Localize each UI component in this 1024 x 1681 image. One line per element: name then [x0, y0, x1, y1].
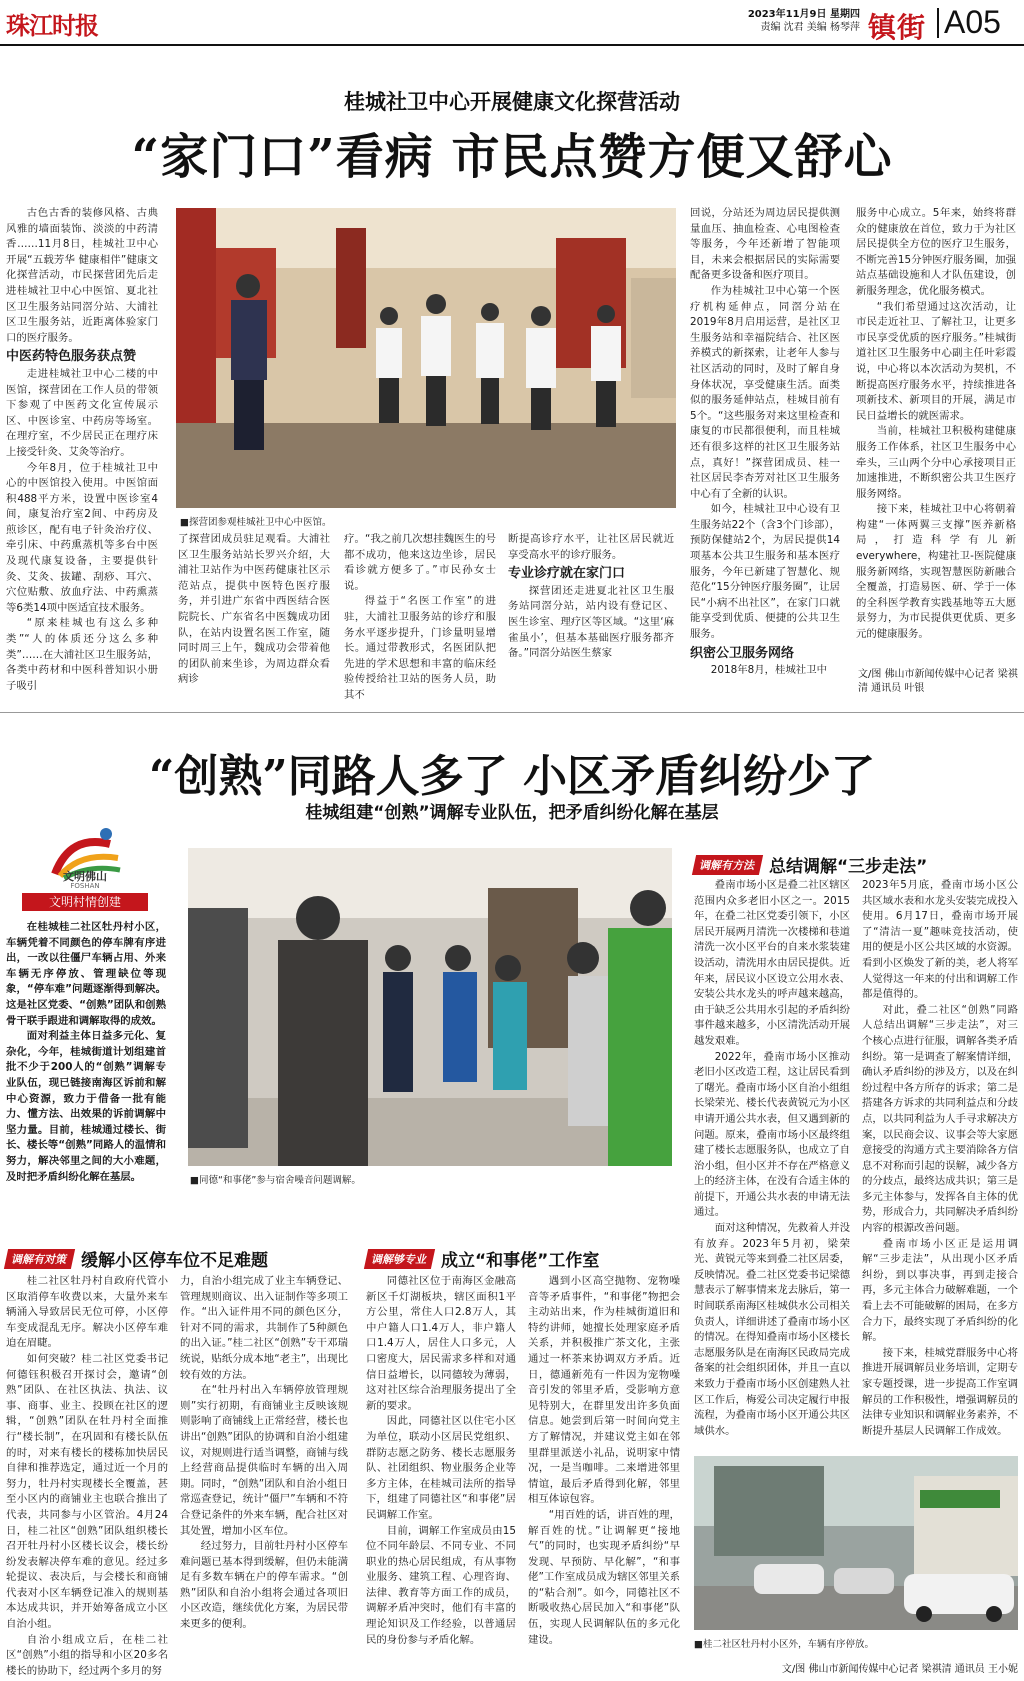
article2-lower-col4 — [528, 1274, 680, 1672]
article1-kicker: 桂城社卫中心开展健康文化探营活动 — [344, 90, 680, 114]
article2-byline: 文/图 佛山市新闻传媒中心记者 梁祺清 通讯员 王小妮 — [781, 1664, 1018, 1675]
article1-para: 断提高诊疗水平，让社区居民就近享受高水平的诊疗服务。 — [508, 533, 674, 561]
article2-lead: 在桂城桂二社区牡丹村小区，车辆凭着不同颜色的停车牌有序进出，一改以往僵尸车辆占用、外来车辆无序停放、管理缺位等现象，“停车难”问题逐渐得到解决。这是社区党委、“创熟”团队和创熟骨干联手跟进和调解取得的成效。 — [6, 921, 166, 1027]
article1-col4 — [508, 532, 674, 694]
article2-para: 如何突破？桂二社区党委书记何德钰积极召开探讨会，邀请“创熟”团队、在社区执法、执法、议事、商事、业主、投顾在社区的逻辑，“创熟”团队在牡丹村全面推行“楼长制”，在巩固和有楼长队伍的时，对来有楼长的楼栋加快居民自律和推荐选定，通过近一个月的努力，牡丹村实现楼长全覆盖，甚至小区内的商铺业主也联合推出了代表，共同参与小区管治。4月24日，桂二社区“创熟”团队组织楼长召开牡丹村小区楼长议会，楼长纷纷发表解决停车难的意见。经过多轮提议、表决后，与会楼长和商铺代表对小区车辆登记准入的规则基本达成共识，并开始筹备成立小区自治小组。 — [6, 1352, 168, 1631]
article2-para: 叠南市场小区正是运用调解“三步走法”，从出现小区矛盾纠纷，到以事决事，再到走接合再，多元主体合力破解难题，一个看上去不可能破解的困局，在多方合力下，最终实现了矛盾纠纷的化解。 — [862, 1237, 1018, 1344]
article2-para: 经过努力，目前牡丹村小区停车难问题已基本得到缓解，但仍未能满足有多数车辆在户的停车需求。“创熟”团队和自治小组将会通过各项旧小区改造，继续优化方案，为居民带来更多的便利。 — [180, 1540, 348, 1631]
section-title-1: 总结调解“三步走法” — [769, 857, 928, 877]
badge-title: 文明佛山 — [63, 870, 107, 883]
article-divider — [0, 712, 1024, 713]
article2-right-col1 — [694, 878, 850, 1444]
article1-para: “我们希望通过这次活动，让市民走近社卫、了解社卫，让更多市民享受优质的医疗服务。”桂城街道社区卫生服务中心副主任叶彩霞说，中心将以本次活动为契机，不断提高医疗服务水平，持续推进各项新技术、新项目的开展，满足市民日益增长的就医需求。 — [856, 300, 1016, 422]
article2-lower-col1 — [6, 1274, 168, 1677]
mediation-photo — [188, 848, 672, 1166]
article2-para: 面对这种情况，先救着人并没有放弃。2023年5月初，梁荣光、黄锐元等来到叠二社区居委，反映情况。叠二社区党委书记梁德慧表示了解事情来龙去脉后，第一时间联系南海区桂城供水公司相关负责人，详细讲述了叠南市场小区的情况。在得知叠南市场小区楼长志愿服务队是在南海区民政局完成备案的社会组织团体，并且一直以来致力于叠南市场小区创建熟人社区工作后，梅爱公司决定履行申报流程，为叠南市场小区开通公共区域供水。 — [694, 1222, 850, 1437]
article1-col5 — [690, 206, 840, 694]
section-title-2: 缓解小区停车位不足难题 — [81, 1251, 268, 1271]
masthead-rule — [0, 44, 1024, 46]
article1-col1 — [6, 206, 158, 694]
badge-subtitle: FOSHAN — [70, 882, 100, 890]
article1-col3 — [344, 532, 496, 701]
mediation-photo-caption: ■同德“和事佬”参与宿舍噪音问题调解。 — [190, 1175, 361, 1186]
article1-para: “原来桂城也有这么多种类”“人的体质还分这么多种类”……在大浦社区卫生服务站，各类中药材和中医科普知识小册子吸引 — [6, 617, 158, 692]
article1-subhead-3: 织密公卫服务网络 — [690, 645, 795, 661]
article2-para: 在“牡丹村出入车辆停放管理规则”实行初期，有商铺业主反映该规则影响了商铺线上正常经营，楼长也讲出“创熟”团队的协调和自治小组建议，对规则进行适当调整，商铺与线上经营商品提供临时车辆的出入周期。同时，“创熟”团队和自治小组日常巡查登记，统计“僵尸”车辆和不符合登记条件的外来车辆，配合社区对其处置，增加小区车位。 — [180, 1384, 348, 1537]
article1-para: 如今，桂城社卫中心设有卫生服务站22个（含3个门诊部），预防保健站2个，为居民提供14项基本公共卫生服务和基本医疗服务，今年已新建了智慧化、规范化“15分钟医疗服务圈”，让居民“小病不出社区”，在家门口就能享受到优质、便捷的公共卫生服务。 — [690, 503, 840, 641]
article2-para: 叠南市场小区是叠二社区辖区范围内众多老旧小区之一。2015年，在叠二社区党委引领下，小区居民开展两月清洗一次楼梯和巷道清洗一次小区平台的自来水浆装建设活动，清洗用水由居民提供。近年来，居民议小区设立公用水表、安装公共水龙头的呼声越来越高，由于缺乏公共用水引起的矛盾纠纷事件越来越多，小区清洗活动开展越发艰难。 — [694, 879, 850, 1047]
article2-lead: 面对利益主体日益多元化、复杂化，今年，桂城街道计划组建首批不少于200人的“创熟”调解专业队伍，现已链接南海区诉前和解中心资源，致力于借备一批有能力、懂方法、出效果的诉前调解中坚力量。目前，桂城通过楼长、街长、楼长等“创熟”同路人的温情和努力，解决邻里之间的大小难题，及时把矛盾纠纷化解在基层。 — [6, 1030, 166, 1183]
article1-para: 了探营团成员驻足观看。大浦社区卫生服务站站长罗兴介绍，大浦社卫站作为中医药健康社区示范站点，提供中医特色医疗服务，并引进广东省中西医结合医院院长、广东省名中医魏成功团队，在站内设置名医工作室，随同时周三上午，魏成功会带着他的团队前来坐诊，为周边群众看病诊 — [178, 533, 330, 686]
article1-para: 今年8月，位于桂城社卫中心的中医馆投入使用。中医馆面积488平方米，设置中医诊室4间，康复治疗室2间、中药房及煎诊区，配有电子针灸治疗仪、牵引床、中药熏蒸机等多台中医及现代康复设备，主要提供针灸、艾灸、拔罐、刮痧、耳穴、穴位贴敷、放血疗法、中药熏蒸等6类14项中医适宜技术服务。 — [6, 461, 158, 614]
newspaper-logo: 珠江时报 — [6, 11, 98, 40]
section-tag-2: 调解有对策 — [4, 1249, 75, 1269]
article1-para: 回说，分站还为周边居民提供测量血压、抽血检查、心电图检查等服务，今年还新增了智能项目，未来会根据居民的实际需要配备更多设备和医疗项目。 — [690, 207, 840, 282]
article1-para: 走进桂城社卫中心二楼的中医馆，探营团在工作人员的带领下参观了中医药文化宣传展示区、中医诊室、中药房等场室。在理疗室，不少居民正在理疗床上接受针灸、艾灸等治疗。 — [6, 367, 158, 458]
article2-para: 对此，叠二社区“创熟”同路人总结出调解“三步走法”，对三个核心点进行征服，调解各类矛盾纠纷。第一是调查了解案情详细，确认矛盾纠纷的涉及方，以及在纠纷过程中各方所存的诉求；第二是搭建各方诉求的共同利益点和分歧点，以共同利益为人手寻求解决方案，以民商会议、议事会等大家愿意接受的沟通方式主要消除各方信息不对称而引起的误解，减少各方的分歧点，最终达成共识；第三是多元主体参与，发挥各自主体的优势，形成合力，共同解决矛盾纠纷内容的根源改善问题。 — [862, 1003, 1018, 1235]
article2-lower-col2 — [180, 1274, 348, 1672]
article2-para: 2023年5月底，叠南市场小区公共区域水表和水龙头安装完成投入使用。6月17日，叠南市场开展了“清洁一夏”趣味竞技活动，使用的便是小区公共区域的水资源。看到小区焕发了新的美，老人将军人觉得这一年来的付出和调解工作都是值得的。 — [862, 879, 1018, 1001]
article1-para: 2018年8月，桂城社卫中 — [710, 664, 827, 677]
article1-para: 得益于“名医工作室”的进驻，大浦社卫服务站的诊疗和服务水平逐步提升，门诊量明显增长。通过带教形式，名医团队把先进的学术思想和丰富的临床经验传授给社卫站的医务人员，助其不 — [344, 595, 496, 701]
article1-lead: 古色古香的装修风格、古典风雅的墙面装饰、淡淡的中药清香……11月8日，桂城社卫中心开展“五载芳华 健康相伴”健康文化探营活动，市民探营团先后走进桂城社卫中心中医馆、夏北社区卫生服务站同滘分站、大浦社区卫生服务站，近距离体验家门口的医疗服务。 — [6, 207, 158, 344]
article1-subhead-1: 中医药特色服务获点赞 — [6, 349, 137, 365]
article2-right-col2 — [862, 878, 1018, 1444]
parking-photo-caption: ■桂二社区牡丹村小区外，车辆有序停放。 — [694, 1639, 874, 1650]
clinic-photo-caption: ■探营团参观桂城社卫中心中医馆。 — [180, 517, 332, 528]
page-number: A05 — [944, 4, 1001, 40]
masthead-info — [722, 8, 860, 34]
badge-label: 文明村情创建 — [22, 893, 148, 911]
editor-credit: 责编 沈君 美编 杨琴萍 — [760, 22, 860, 33]
article2-col1 — [6, 920, 166, 1226]
clinic-visit-photo — [176, 208, 676, 508]
article1-col6 — [856, 206, 1016, 666]
article2-para: “用百姓的话，讲百姓的理，解百姓的忧。”让调解更“接地气”的同时，也实现矛盾纠纷“早发现、早预防、早化解”，“和事佬”工作室成员成为辖区邻里关系的“粘合剂”。如今，同德社区不断吸收热心居民加入“和事佬”队伍，实现人民调解队伍的多元化建设。 — [528, 1508, 680, 1646]
article2-para: 2022年，叠南市场小区推动老旧小区改造工程，这让居民看到了曙光。叠南市场小区自治小组组长梁荣光、楼长代表黄锐元为小区申请开通公共水表，但又遇到新的问题。原来，叠南市场小区最终组建了楼长志愿服务队，也成立了自治小组，但小区并不存在严格意义上的经济主体，在没有合适主体的前提下，开通公共水表的申请无法通过。 — [694, 1050, 850, 1219]
article2-para: 因此，同德社区以住宅小区为单位，联动小区居民党组织、群防志愿之防务、楼长志愿服务队、社团组织、物业服务企业等多方主体，在桂城司法所的指导下，组建了同德社区“和事佬”居民调解工作室。 — [366, 1415, 516, 1521]
section-heading-1 — [694, 852, 1018, 877]
section-name: 镇街 — [868, 11, 927, 44]
article2-para: 自治小组成立后，在桂二社区“创熟”小组的指导和小区20多名楼长的协助下，经过两个多月的努 — [6, 1633, 168, 1677]
section-tag-1: 调解有方法 — [692, 855, 763, 875]
section-tag-3: 调解够专业 — [364, 1249, 435, 1269]
article2-headline: “创熟”同路人多了 小区矛盾纠纷少了 — [149, 751, 875, 802]
article2-para: 同德社区位于南海区金融高新区千灯湖板块，辖区面积1平方公里，常住人口2.8万人，其中户籍人口1.4万人，非户籍人口1.4万人，居住人口多元，人口密度大，居民需求多样和对通信日益增长，以同德较为薄弱，这对社区综合治理服务提出了全新的要求。 — [366, 1275, 516, 1412]
article1-byline: 文/图 佛山市新闻传媒中心记者 梁祺清 通讯员 叶银 — [858, 669, 1018, 694]
article2-para: 力，自治小组完成了业主车辆登记、管理规则商议、出入证制作等多项工作。“出入证件用不同的颜色区分，针对不同的需求，共制作了5种颜色的出入证。”桂二社区“创熟”专干邓瑞统说，贴纸分成本地“老主”，出现比较有效的方法。 — [180, 1275, 348, 1381]
article1-para: 作为桂城社卫中心第一个医疗机构延伸点，同滘分站在2019年8月启用运营，是社区卫生服务站和幸福院结合、社区医养模式的新探索，让老年人参与社区活动的同时，及时了解自身身体状况，享受健康生活。面类似的服务延伸站点，桂城目前有5个。“这些服务对来这里检查和康复的市民都很便利，而且桂城还有很多这样的社区卫生服务站点，真好！”探营团成员、桂一社区居民李杏芳对社区卫生服务中心有了全新的认识。 — [690, 284, 840, 500]
article1-para: 服务中心成立。5年来，始终将群众的健康放在首位，致力于为社区居民提供全方位的医疗卫生服务，不断完善15分钟医疗服务圈，加强站点基础设施和人才队伍建设，创新服务理念，优化服务模式。 — [856, 207, 1016, 297]
article2-para: 接下来，桂城党群服务中心将推进开展调解员业务培训，定期专家专题授课，进一步提高工作室调解员的工作积极性，增强调解员的法律专业知识和调解业务素养，不断提升基层人民调解工作成效。 — [862, 1346, 1018, 1437]
article2-para: 桂二社区牡丹村自政府代管小区取消停车收费以来，大量外来车辆涌入导致居民无位可停，小区停车变成混乱无序。解决小区停车难迫在眉睫。 — [6, 1275, 168, 1350]
issue-date: 2023年11月9日 星期四 — [747, 9, 860, 20]
article2-para: 遇到小区高空抛物、宠物噪音等矛盾事件，“和事佬”物把会主动站出来，作为桂城街道旧和特约讲师，她擅长处理家庭矛盾关系，并积极推广茶文化，主张通过一杯茶来协调双方矛盾。近日，德通新苑有一件因为宠物噪音引发的邻里矛盾，受影响方意见特别大，在群里发出许多负面信息。她尝到后第一时间向党主方了解情况，并建议党主如在邻里群里派送小礼品，说明家中情况，一是当咖啡。二来增进邻里情谊，最后矛盾得到化解，邻里相互体谅包容。 — [528, 1275, 680, 1506]
section-title-3: 成立“和事佬”工作室 — [441, 1251, 600, 1271]
article2-kicker: 桂城组建“创熟”调解专业队伍，把矛盾纠纷化解在基层 — [305, 803, 719, 823]
masthead-divider — [937, 8, 939, 38]
article1-headline: “家门口”看病 市民点赞方便又舒心 — [131, 129, 893, 185]
article1-col2 — [178, 532, 330, 694]
article1-para: 当前，桂城社卫积极构建健康服务工作体系，社区卫生服务中心牵头，三山两个分中心承接项目正加速推进，不断织密公共卫生医疗服务网络。 — [856, 425, 1016, 500]
article1-para: 接下来，桂城社卫中心将朝着构建“一体两翼三支撑”医养新格局，打造科学有儿新everywhere，构建社卫-医院健康服务新网络，实现智慧医防新融合全覆盖，打造易医、研、学于一体的全科医学教育实践基地等五大愿景努力，为市民提供更优质、更多元的健康服务。 — [856, 503, 1016, 641]
parking-photo — [694, 1456, 1018, 1630]
article1-para: 探营团还走进夏北社区卫生服务站同滘分站，站内设有登记区、医生诊室、理疗区等区域。“这里‘麻雀虽小’，但基本基础医疗服务都齐备。”同滘分站医生蔡家 — [508, 584, 674, 660]
article1-para: 疗。“我之前几次想挂魏医生的号都不成功，他来这边坐诊，居民看诊就方便多了。”市民孙女士说。 — [344, 533, 496, 592]
article1-subhead-2: 专业诊疗就在家门口 — [508, 566, 626, 582]
article2-para: 目前，调解工作室成员由15位不同年龄层、不同专业、不同职业的热心居民组成，有从事物业服务、建筑工程、心理咨询、法律、教育等方面工作的成员，调解矛盾冲突时，他们有丰富的理论知识及工作经验，以普通居民的身份参与矛盾化解。 — [366, 1524, 516, 1646]
section-heading-3 — [366, 1246, 686, 1271]
section-heading-2 — [6, 1246, 346, 1271]
article2-lower-col3 — [366, 1274, 516, 1672]
